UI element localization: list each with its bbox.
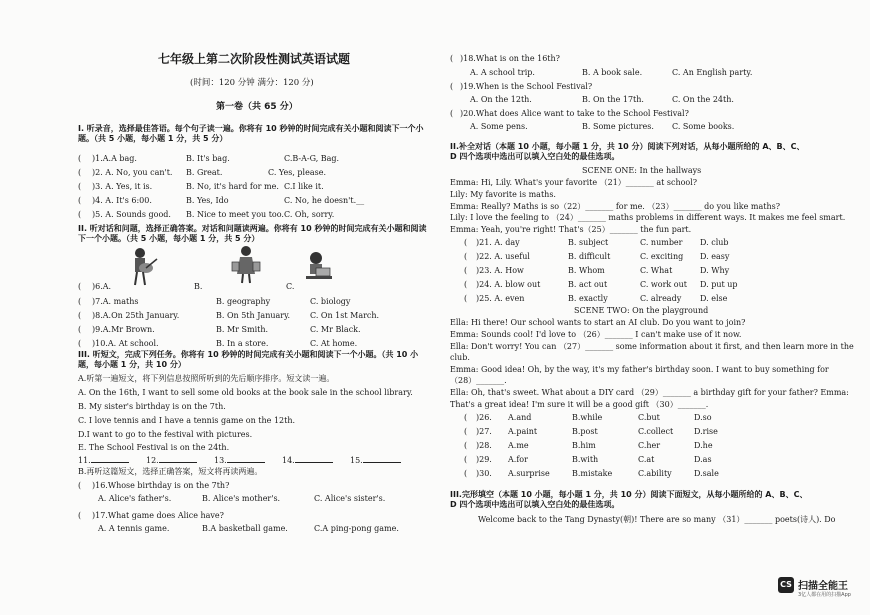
q16-option-a[interactable]: A. Alice's father's.	[98, 494, 172, 503]
q3-option-c[interactable]: C.I like it.	[284, 182, 324, 191]
scene-two-label: SCENE TWO: On the playground	[574, 306, 709, 315]
q20-option-c[interactable]: C. Some books.	[672, 122, 735, 131]
q2-option-b[interactable]: B. Great.	[186, 168, 223, 177]
time-info: (时间：120 分钟 满分：120 分)	[190, 78, 314, 88]
q8-option-a[interactable]: )8.A.On 25th January.	[92, 311, 180, 320]
q9-option-b[interactable]: B. Mr Smith.	[216, 325, 269, 334]
section3-heading: III. 听短文，完成下列任务。你将有 10 秒钟的时间完成有关小题和阅读下一个小题。（共 10 小题，每小题 1 分，共 10 分）	[78, 350, 419, 369]
q30-number: )30.	[476, 469, 492, 478]
q26-option-c[interactable]: C.but	[638, 413, 660, 422]
q30-option-b[interactable]: B.mistake	[572, 469, 613, 478]
section1-heading: I. 听录音，选择最佳答语。每个句子读一遍。你将有 10 秒钟的时间完成有关小题和阅读下一个小题。（共 5 小题，每小题 1 分，共 5 分）	[78, 124, 424, 143]
sentence-b: B. My sister's birthday is on the 7th.	[78, 402, 226, 411]
q20-stem: )20.What does Alice want to take to the School Festival?	[460, 109, 689, 118]
section3-part-b: B.再听这篇短文，选择正确答案，短文将再读两遍。	[78, 467, 263, 476]
q19-option-c[interactable]: C. On the 24th.	[672, 95, 734, 104]
blank-12[interactable]: 12.	[146, 454, 197, 466]
q18-option-c[interactable]: C. An English party.	[672, 68, 753, 77]
dialog1-line-1: Emma: Hi, Lily. What's your favorite （21）_______ at school?	[450, 178, 698, 187]
q27-option-c[interactable]: C.collect	[638, 427, 674, 436]
q28-option-c[interactable]: C.her	[638, 441, 661, 450]
q3-option-b[interactable]: B. No, it's hard for me.	[186, 182, 279, 191]
q24-option-d[interactable]: D. put up	[700, 280, 738, 289]
q6-option-c[interactable]: C.	[286, 282, 295, 291]
q5-option-b[interactable]: B. Nice to meet you too.	[186, 210, 284, 219]
q27-option-d[interactable]: D.rise	[694, 427, 718, 436]
q30-option-d[interactable]: D.sale	[694, 469, 719, 478]
q8-option-c[interactable]: C. On 1st March.	[310, 311, 380, 320]
section3-part-a: A.听第一遍短文，将下列信息按照所听到的先后顺序排序。短文读一遍。	[78, 374, 335, 383]
exam-page: 七年级上第二次阶段性测试英语试题 (时间：120 分钟 满分：120 分) 第一卷（共 65 分） I. 听录音，选择最佳答语。每个句子读一遍。你将有 10 秒钟的时间完成有关小题和阅读下一个小题。（共 5 小题，每小题 1 分，共 5 分） ( )1.A.A bag. B. It's bag. C.B-A-G, Bag. ( )2. A. No, you can't. B. Great. C. Yes, please. ( )3. A. Yes, it is. B. No, it's hard for me. C.I like it. ( )4. A. It's 6:00. B. Yes, Ido C. No, he doesn't.__ ( )5. A. Sounds good. B. Nice to meet you too. C. Oh, sorry. II. 听对话和问题，选择正确答案。对话和问题读两遍。你将有 10 秒钟的时间完成有关小题和阅读下一个小题。（共 5 小题，每小题 1 分，共 5 分） ( )6.A. B. C. ( )7.A. maths B. geography C. biology ( )8.A.On 25th January. B. On 5th January. C. On 1st March. ( )9.A.Mr Brown. B. Mr Smith. C. Mr Black. ( )10.A. At school. B. In a store. C. At home. III. 听短文，完成下列任务。你将有 10 秒钟的时间完成有关小题和阅读下一个小题。（共 10 小题，每小题 1 分，共 10 分） A.听第一遍短文，将下列信息按照所听到的先后顺序排序。短文读一遍。 A. On the 16th, I want to sell some old books at the book sale in the school library. B. My sister's birthday is on the 7th. C. I love tennis and I have a tennis game on the 12th. D.I want to go to the festival with pictures. E. The School Festival is on the 24th. 11. 12. 13. 14. 15. B.再听这篇短文，选择正确答案，短文将再读两遍。 ( )16.Whose birthday is on the 7th? A. Alice's father's. B. Alice's mother's. C. Alice's sister's. ( )17.What game does Alice have? A. A tennis game. B.A basketball game. C.A ping-pong game. ( )18.What is on the 16th? A. A school trip. B. A book sale. C. An English party. ( )19.When is the School Festival? A. On the 12th. B. On the 17th. C. On the 24th. ( )20.What does Alice want to take to the School Festival? A. Some pens. B. Some pictures. C. Some books. II.补全对话（本题 10 小题，每小题 1 分，共 10 分）阅读下列对话，从每小题所给的 A、B、C、D 四个选项中选出可以填入空白处的最佳选项。 SCENE ONE: In the hallways Emma: Hi, Lily. What's your favorite （21）_______ at school? Lily: My favorite is maths. Emma: Really? Maths is so（22）_______ for me. （23）_______ do you like maths? Lily: I love the feeling to （24）_______ maths problems in different ways. It makes me feel smart. Emma: Yeah, you're right! That's（25）_______ the fun part. ( )21. A. day B. subject C. number D. club ( )22. A. useful B. difficult C. exciting D. easy ( )23. A. How B. Whom C. What D. Why ( )24. A. blow out B. act out C. work out D. put up ( )25. A. even B. exactly C. already D. else SCENE TWO: On the playground Ella: Hi there! Our school wants to start an AI club. Do you want to join? Emma: Sounds cool! I'd love to （26）_______ I can't make use of it now. Ella: Don't worry! You can （27）_______ some information about it first, and then learn more in the club. Emma: Good idea! Oh, by the way, it's my father's birthday soon. I want to buy something for （28）_______. Ella: Oh, that's sweet. What about a DIY card （29）_______ a birthday gift for your father? Emma: That's a great idea! I'm sure it will be a good gift （30）_______. ( )26. A.and B.while C.but D.so ( )27. A.paint B.post C.collect D.rise ( )28. A.me B.him C.her D.he ( )29. A.for B.with C.at D.as ( )30. A.surprise B.mistake C.ability D.sale III.完形填空（本题 10 小题，每小题 1 分，共 10 分）阅读下面短文，从每小题所给的 A、B、C、D 四个选项中选出可以填入空白处的最佳选项。 Welcome back to the Tang Dynasty(朝)! There are so many （31）_______ poets(诗人). Do CS 扫描全能王 3亿人都在用的扫描App	[0, 0, 870, 615]
q9-option-c[interactable]: C. Mr Black.	[310, 325, 361, 334]
q29-option-a[interactable]: A.for	[508, 455, 528, 464]
dialog2-line-2: Emma: Sounds cool! I'd love to （26）_______ I can't make use of it now.	[450, 330, 742, 339]
q7-option-c[interactable]: C. biology	[310, 297, 351, 306]
q1-option-b[interactable]: B. It's bag.	[186, 154, 230, 163]
q18-option-a[interactable]: A. A school trip.	[470, 68, 535, 77]
q24-option-b[interactable]: B. act out	[568, 280, 608, 289]
camscanner-icon: CS	[778, 577, 794, 593]
q16-option-b[interactable]: B. Alice's mother's.	[202, 494, 281, 503]
q5-option-a[interactable]: )5. A. Sounds good.	[92, 210, 171, 219]
exam-title: 七年级上第二次阶段性测试英语试题	[158, 52, 351, 66]
q20-option-a[interactable]: A. Some pens.	[470, 122, 528, 131]
q28-option-d[interactable]: D.he	[694, 441, 713, 450]
guitar-girl-icon[interactable]	[126, 246, 158, 286]
q25-option-b[interactable]: B. exactly	[568, 294, 608, 303]
cloze-dialog-heading: II.补全对话（本题 10 小题，每小题 1 分，共 10 分）阅读下列对话，从每小题所给的 A、B、C、D 四个选项中选出可以填入空白处的最佳选项。	[450, 142, 805, 161]
q1-option-c[interactable]: C.B-A-G, Bag.	[284, 154, 340, 163]
q16-option-c[interactable]: C. Alice's sister's.	[314, 494, 386, 503]
q17-stem: )17.What game does Alice have?	[92, 511, 224, 520]
q16-stem: )16.Whose birthday is on the 7th?	[92, 481, 230, 490]
passage-first-line: Welcome back to the Tang Dynasty(朝)! There are so many （31）_______ poets(诗人). Do	[478, 515, 836, 524]
q19-option-a[interactable]: A. On the 12th.	[470, 95, 532, 104]
dialog2-line-7: Ella: Oh, that's sweet. What about a DIY card （29）_______ a birthday gift for your father? Emma:	[450, 388, 849, 397]
q30-option-a[interactable]: A.surprise	[508, 469, 550, 478]
dialog1-line-2: Lily: My favorite is maths.	[450, 190, 556, 199]
q22-option-a[interactable]: )22. A. useful	[476, 252, 530, 261]
q21-option-d[interactable]: D. club	[700, 238, 729, 247]
q4-option-c[interactable]: C. No, he doesn't.__	[284, 196, 365, 205]
dialog1-line-4: Lily: I love the feeling to （24）_______ maths problems in different ways. It makes me feel smart.	[450, 213, 846, 222]
q7-option-b[interactable]: B. geography	[216, 297, 271, 306]
q29-number: )29.	[476, 455, 492, 464]
sentence-e: E. The School Festival is on the 24th.	[78, 443, 230, 452]
q21-option-a[interactable]: )21. A. day	[476, 238, 520, 247]
q10-option-a[interactable]: )10.A. At school.	[92, 339, 159, 348]
q26-option-d[interactable]: D.so	[694, 413, 712, 422]
q25-option-c[interactable]: C. already	[640, 294, 682, 303]
q20-option-b[interactable]: B. Some pictures.	[582, 122, 654, 131]
blank-15[interactable]: 15.	[350, 454, 401, 466]
q25-option-d[interactable]: D. else	[700, 294, 728, 303]
q26-number: )26.	[476, 413, 492, 422]
q17-option-c[interactable]: C.A ping-pong game.	[314, 524, 399, 533]
q23-option-d[interactable]: D. Why	[700, 266, 730, 275]
dialog1-line-3: Emma: Really? Maths is so（22）_______ for me. （23）_______ do you like maths?	[450, 202, 780, 211]
q19-option-b[interactable]: B. On the 17th.	[582, 95, 644, 104]
q23-option-a[interactable]: )23. A. How	[476, 266, 524, 275]
blank-14[interactable]: 14.	[282, 454, 333, 466]
q17-option-a[interactable]: A. A tennis game.	[98, 524, 170, 533]
q26-option-a[interactable]: A.and	[508, 413, 532, 422]
q27-number: )27.	[476, 427, 492, 436]
q27-option-b[interactable]: B.post	[572, 427, 598, 436]
q29-option-d[interactable]: D.as	[694, 455, 712, 464]
dialog1-line-5: Emma: Yeah, you're right! That's（25）_______ the fun part.	[450, 225, 692, 234]
q21-option-c[interactable]: C. number	[640, 238, 683, 247]
q25-option-a[interactable]: )25. A. even	[476, 294, 525, 303]
cloze-passage-heading: III.完形填空（本题 10 小题，每小题 1 分，共 10 分）阅读下面短文，从每小题所给的 A、B、C、D 四个选项中选出可以填入空白处的最佳选项。	[450, 490, 808, 509]
q2-option-a[interactable]: )2. A. No, you can't.	[92, 168, 173, 177]
part-one-heading: 第一卷（共 65 分）	[216, 102, 298, 112]
q29-option-c[interactable]: C.at	[638, 455, 655, 464]
q28-option-a[interactable]: A.me	[508, 441, 529, 450]
scene-one-label: SCENE ONE: In the hallways	[582, 166, 702, 175]
q10-option-c[interactable]: C. At home.	[310, 339, 358, 348]
q18-stem: )18.What is on the 16th?	[460, 54, 560, 63]
logo-name: 扫描全能王	[798, 581, 848, 592]
q24-option-c[interactable]: C. work out	[640, 280, 687, 289]
q6-option-a[interactable]: )6.A.	[92, 282, 112, 291]
q21-option-b[interactable]: B. subject	[568, 238, 609, 247]
q22-option-d[interactable]: D. easy	[700, 252, 730, 261]
blank-11[interactable]: 11.	[78, 454, 129, 466]
q7-option-a[interactable]: )7.A. maths	[92, 297, 139, 306]
q6-option-b[interactable]: B.	[194, 282, 203, 291]
q1-option-a[interactable]: )1.A.A bag.	[92, 154, 137, 163]
shopping-girl-icon[interactable]	[230, 244, 262, 284]
blank-13[interactable]: 13.	[214, 454, 265, 466]
q4-option-b[interactable]: B. Yes, Ido	[186, 196, 229, 205]
q2-option-c[interactable]: C. Yes, please.	[268, 168, 326, 177]
laptop-girl-icon[interactable]	[302, 248, 334, 288]
q18-option-b[interactable]: B. A book sale.	[582, 68, 643, 77]
q30-option-c[interactable]: C.ability	[638, 469, 672, 478]
sentence-c: C. I love tennis and I have a tennis game on the 12th.	[78, 416, 296, 425]
q24-option-a[interactable]: )24. A. blow out	[476, 280, 541, 289]
dialog2-line-3: Ella: Don't worry! You can （27）_______ some information about it first, and then learn more in the	[450, 342, 854, 351]
sentence-a: A. On the 16th, I want to sell some old books at the book sale in the school library.	[78, 388, 413, 397]
q17-option-b[interactable]: B.A basketball game.	[202, 524, 288, 533]
q8-option-b[interactable]: B. On 5th January.	[216, 311, 291, 320]
dialog2-line-6: （28）_______.	[450, 376, 507, 385]
q26-option-b[interactable]: B.while	[572, 413, 603, 422]
q19-stem: )19.When is the School Festival?	[460, 82, 593, 91]
dialog2-line-4: club.	[450, 353, 470, 362]
q23-option-b[interactable]: B. Whom	[568, 266, 605, 275]
dialog2-line-8: That's a great idea! I'm sure it will be a good gift （30）_______.	[450, 400, 709, 409]
q5-option-c[interactable]: C. Oh, sorry.	[284, 210, 335, 219]
q22-option-b[interactable]: B. difficult	[568, 252, 611, 261]
logo-subtitle: 3亿人都在用的扫描App	[798, 592, 851, 598]
q4-option-a[interactable]: )4. A. It's 6:00.	[92, 196, 152, 205]
q22-option-c[interactable]: C. exciting	[640, 252, 684, 261]
dialog2-line-1: Ella: Hi there! Our school wants to start an AI club. Do you want to join?	[450, 318, 746, 327]
q9-option-a[interactable]: )9.A.Mr Brown.	[92, 325, 155, 334]
q27-option-a[interactable]: A.paint	[508, 427, 538, 436]
q23-option-c[interactable]: C. What	[640, 266, 673, 275]
q10-option-b[interactable]: B. In a store.	[216, 339, 269, 348]
section2-heading: II. 听对话和问题，选择正确答案。对话和问题读两遍。你将有 10 秒钟的时间完成有关小题和阅读下一个小题。（共 5 小题，每小题 1 分，共 5 分）	[78, 224, 427, 243]
q29-option-b[interactable]: B.with	[572, 455, 599, 464]
sentence-d: D.I want to go to the festival with pictures.	[78, 430, 253, 439]
q28-number: )28.	[476, 441, 492, 450]
dialog2-line-5: Emma: Good idea! Oh, by the way, it's my father's birthday soon. I want to buy something for	[450, 365, 829, 374]
q3-option-a[interactable]: )3. A. Yes, it is.	[92, 182, 153, 191]
q28-option-b[interactable]: B.him	[572, 441, 596, 450]
